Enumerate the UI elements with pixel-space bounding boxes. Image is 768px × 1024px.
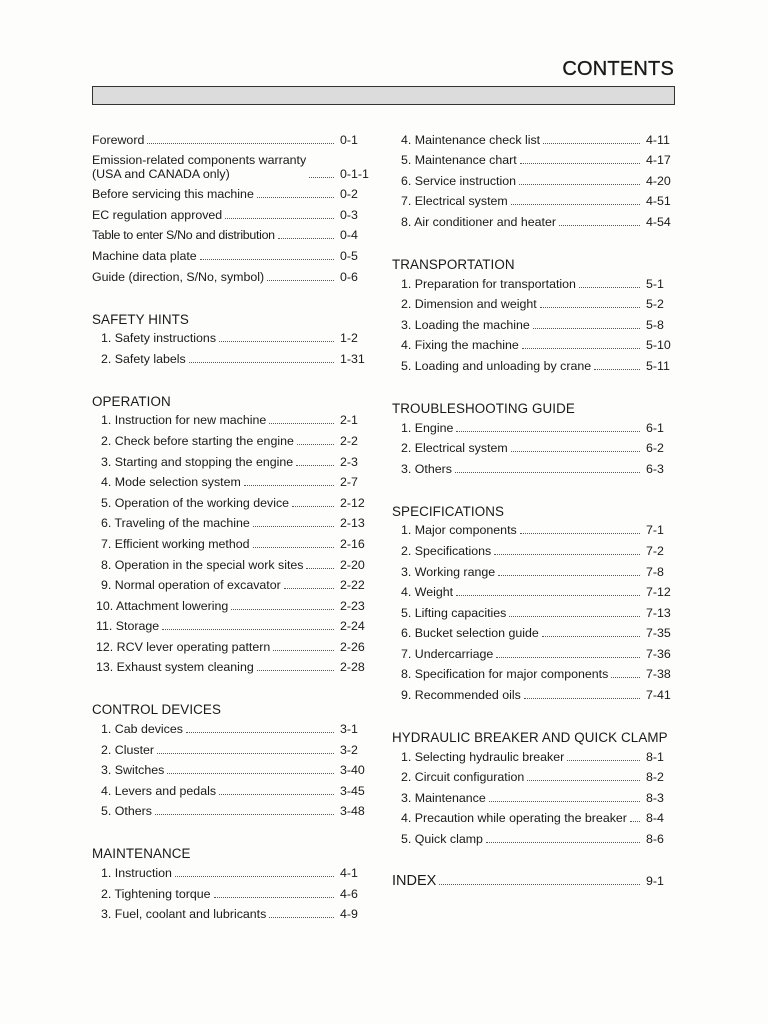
- entry-label: INDEX: [392, 872, 437, 889]
- entry-label: 1. Safety instructions: [101, 331, 217, 346]
- toc-entry[interactable]: [392, 150, 674, 171]
- toc-entry[interactable]: [92, 904, 368, 925]
- entry-label: 3. Working range: [401, 564, 496, 579]
- section-title-maintenance[interactable]: MAINTENANCE: [92, 846, 191, 862]
- toc-entry[interactable]: [392, 582, 674, 603]
- section-title-control-devices[interactable]: CONTROL DEVICES: [92, 702, 221, 718]
- entry-page: 2-20: [340, 557, 365, 572]
- toc-entry[interactable]: [392, 417, 674, 438]
- entry-label: 3. Starting and stopping the engine: [101, 454, 294, 469]
- entry-page: 4-11: [646, 132, 670, 147]
- entry-page: 4-1: [340, 866, 358, 881]
- dot-leader: [542, 635, 640, 637]
- entry-page: 2-3: [340, 454, 358, 469]
- entry-label: 2. Cluster: [101, 742, 155, 757]
- dot-leader: [189, 361, 334, 363]
- dot-leader: [594, 368, 640, 370]
- entry-page: 5-8: [646, 317, 664, 332]
- entry-page: 5-1: [646, 276, 664, 291]
- entry-page: 4-54: [646, 214, 671, 229]
- toc-entry[interactable]: [92, 266, 368, 287]
- entry-label: 2. Dimension and weight: [401, 297, 537, 312]
- dot-leader: [455, 471, 640, 473]
- entry-page: 2-23: [340, 598, 365, 613]
- toc-entry[interactable]: [392, 561, 674, 582]
- dot-leader: [231, 608, 334, 610]
- entry-page: 3-40: [340, 763, 365, 778]
- entry-page: 5-2: [646, 297, 664, 312]
- entry-page: 3-45: [340, 783, 365, 798]
- toc-entry[interactable]: [392, 623, 674, 644]
- dot-leader: [269, 916, 334, 918]
- dot-leader: [147, 142, 334, 144]
- entry-page: 4-51: [646, 194, 671, 209]
- toc-entry[interactable]: [92, 410, 368, 431]
- toc-entry[interactable]: [92, 883, 368, 904]
- toc-entry[interactable]: [92, 636, 368, 657]
- toc-entry[interactable]: [92, 595, 368, 616]
- toc-entry[interactable]: [92, 492, 368, 513]
- entry-label: 3. Loading the machine: [401, 317, 530, 332]
- entry-page: 2-2: [340, 433, 358, 448]
- dot-leader: [522, 347, 640, 349]
- toc-entry[interactable]: [392, 294, 674, 315]
- toc-entry[interactable]: [92, 862, 368, 883]
- entry-page: 7-12: [646, 585, 671, 600]
- entry-label: 1. Major components: [401, 523, 517, 538]
- section-title-troubleshooting-guide[interactable]: TROUBLESHOOTING GUIDE: [392, 400, 575, 416]
- dot-leader: [520, 162, 640, 164]
- dot-leader: [257, 196, 334, 198]
- toc-entry[interactable]: [392, 684, 674, 705]
- dot-leader: [167, 772, 334, 774]
- entry-page: 3-48: [340, 804, 365, 819]
- toc-entry[interactable]: [392, 602, 674, 623]
- entry-page: 8-1: [646, 749, 664, 764]
- entry-label: 5. Operation of the working device: [101, 495, 290, 510]
- entry-page: 2-1: [340, 413, 358, 428]
- dot-leader: [524, 697, 640, 699]
- entry-label: 5. Maintenance chart: [401, 153, 517, 168]
- entry-page: 0-6: [340, 269, 358, 284]
- section-title-hydraulic-breaker[interactable]: HYDRAULIC BREAKER AND QUICK CLAMP: [392, 730, 668, 746]
- toc-entry[interactable]: [392, 458, 674, 479]
- entry-page: 3-2: [340, 742, 358, 757]
- toc-entry[interactable]: [92, 760, 368, 781]
- toc-entry[interactable]: [92, 245, 368, 266]
- dot-leader: [253, 525, 334, 527]
- entry-page: 2-7: [340, 475, 358, 490]
- entry-page: 4-17: [646, 153, 671, 168]
- entry-page: 2-16: [340, 536, 365, 551]
- section-title-operation[interactable]: OPERATION: [92, 393, 171, 409]
- entry-label: Table to enter S/No and distribution: [92, 228, 275, 243]
- toc-entry[interactable]: [392, 540, 674, 561]
- entry-page: 7-38: [646, 667, 671, 682]
- entry-page: 7-2: [646, 543, 664, 558]
- dot-leader: [214, 896, 334, 898]
- dot-leader: [296, 464, 334, 466]
- dot-leader: [297, 443, 334, 445]
- dot-leader: [284, 587, 334, 589]
- toc-entry-index[interactable]: [392, 870, 674, 891]
- toc-entry[interactable]: [92, 204, 368, 225]
- toc-entry[interactable]: [92, 451, 368, 472]
- entry-label: EC regulation approved: [92, 207, 223, 222]
- entry-page: 6-1: [646, 420, 664, 435]
- toc-left-column: [92, 129, 368, 924]
- entry-page: 0-1: [340, 132, 358, 147]
- dot-leader: [267, 279, 334, 281]
- toc-entry[interactable]: [392, 335, 674, 356]
- dot-leader: [456, 430, 640, 432]
- toc-entry[interactable]: [392, 808, 674, 829]
- title-rule-bar: [92, 86, 675, 105]
- entry-page: 2-13: [340, 516, 365, 531]
- entry-label-line1: Emission-related components warranty: [92, 152, 307, 167]
- entry-label: 4. Levers and pedals: [101, 783, 217, 798]
- toc-entry[interactable]: [92, 430, 368, 451]
- dot-leader: [540, 306, 640, 308]
- entry-page: 7-36: [646, 646, 671, 661]
- entry-label: 12. RCV lever operating pattern: [96, 639, 271, 654]
- toc-entry[interactable]: [392, 746, 674, 767]
- dot-leader: [157, 752, 334, 754]
- entry-label: [92, 153, 306, 181]
- toc-entry[interactable]: [392, 314, 674, 335]
- entry-page: 0-3: [340, 207, 358, 222]
- entry-page: 8-3: [646, 790, 664, 805]
- entry-label: 9. Normal operation of excavator: [101, 578, 281, 593]
- dot-leader: [306, 567, 334, 569]
- dot-leader: [225, 217, 334, 219]
- entry-label: 2. Safety labels: [101, 351, 186, 366]
- dot-leader: [527, 779, 640, 781]
- toc-entry[interactable]: [92, 472, 368, 493]
- entry-page: 0-2: [340, 187, 358, 202]
- entry-label: Before servicing this machine: [92, 187, 254, 202]
- dot-leader: [519, 183, 640, 185]
- dot-leader: [494, 553, 640, 555]
- toc-entry[interactable]: [92, 328, 368, 349]
- entry-page: 0-5: [340, 248, 358, 263]
- toc-entry[interactable]: [92, 129, 368, 150]
- toc-entry[interactable]: [92, 718, 368, 739]
- dot-leader: [511, 203, 640, 205]
- entry-page: 2-12: [340, 495, 365, 510]
- entry-page: 7-35: [646, 626, 671, 641]
- entry-page: 6-3: [646, 461, 664, 476]
- toc-entry[interactable]: [392, 191, 674, 212]
- dot-leader: [200, 258, 334, 260]
- entry-label: 7. Undercarriage: [401, 646, 494, 661]
- entry-label: 4. Precaution while operating the breaker: [401, 811, 627, 826]
- dot-leader: [257, 669, 334, 671]
- entry-label: 1. Cab devices: [101, 722, 183, 737]
- entry-page: 4-20: [646, 173, 671, 188]
- entry-page: 4-9: [340, 907, 358, 922]
- toc-entry[interactable]: [92, 348, 368, 369]
- toc-entry[interactable]: [392, 170, 674, 191]
- entry-label: 1. Instruction for new machine: [101, 413, 267, 428]
- dot-leader: [579, 286, 640, 288]
- entry-page: 3-1: [340, 722, 358, 737]
- entry-page: 5-11: [646, 358, 670, 373]
- entry-label: 3. Switches: [101, 763, 165, 778]
- entry-label: 11. Storage: [96, 619, 160, 634]
- entry-label: 10. Attachment lowering: [96, 598, 229, 613]
- toc-entry[interactable]: [392, 211, 674, 232]
- entry-label: 1. Selecting hydraulic breaker: [401, 749, 565, 764]
- dot-leader: [292, 505, 334, 507]
- entry-label: 8. Air conditioner and heater: [401, 214, 556, 229]
- entry-label: 9. Recommended oils: [401, 688, 521, 703]
- entry-label: 5. Others: [101, 804, 152, 819]
- dot-leader: [309, 176, 334, 178]
- toc-entry[interactable]: [392, 787, 674, 808]
- dot-leader: [520, 532, 640, 534]
- dot-leader: [219, 793, 334, 795]
- entry-label: 2. Specifications: [401, 543, 492, 558]
- toc-entry[interactable]: [92, 616, 368, 637]
- dot-leader: [162, 628, 334, 630]
- entry-page: 8-6: [646, 832, 664, 847]
- entry-label: 3. Others: [401, 461, 452, 476]
- entry-label: 4. Fixing the machine: [401, 338, 519, 353]
- entry-label-line2: (USA and CANADA only): [92, 166, 230, 181]
- entry-label: 5. Quick clamp: [401, 832, 483, 847]
- entry-label: 2. Circuit configuration: [401, 770, 525, 785]
- toc-entry[interactable]: [392, 767, 674, 788]
- entry-page: 9-1: [646, 873, 664, 888]
- toc-entry[interactable]: [92, 575, 368, 596]
- dot-leader: [511, 450, 640, 452]
- toc-entry[interactable]: [92, 533, 368, 554]
- entry-page: 7-13: [646, 605, 671, 620]
- entry-label: Foreword: [92, 132, 145, 147]
- dot-leader: [567, 759, 640, 761]
- entry-page: 7-1: [646, 523, 664, 538]
- dot-leader: [155, 813, 334, 815]
- toc-entry[interactable]: [92, 780, 368, 801]
- dot-leader: [456, 594, 640, 596]
- entry-page: 2-24: [340, 619, 365, 634]
- entry-page: 0-1-1: [340, 166, 369, 181]
- toc-entry[interactable]: [92, 225, 368, 246]
- dot-leader: [533, 327, 640, 329]
- dot-leader: [486, 841, 640, 843]
- entry-label: 7. Efficient working method: [101, 536, 250, 551]
- entry-label: 6. Bucket selection guide: [401, 626, 539, 641]
- entry-page: 6-2: [646, 441, 664, 456]
- entry-page: 0-4: [340, 228, 358, 243]
- entry-page: 2-22: [340, 578, 365, 593]
- section-title-transportation[interactable]: TRANSPORTATION: [392, 256, 515, 272]
- entry-label: 1. Engine: [401, 420, 454, 435]
- toc-entry[interactable]: [392, 520, 674, 541]
- entry-page: 2-28: [340, 660, 365, 675]
- entry-label: 6. Traveling of the machine: [101, 516, 250, 531]
- dot-leader: [244, 484, 334, 486]
- entry-label: 6. Service instruction: [401, 173, 517, 188]
- dot-leader: [186, 731, 334, 733]
- dot-leader: [630, 820, 640, 822]
- entry-page: 1-2: [340, 331, 358, 346]
- entry-label: 3. Maintenance: [401, 790, 486, 805]
- entry-label: 1. Instruction: [101, 866, 172, 881]
- toc-entry[interactable]: [392, 438, 674, 459]
- dot-leader: [439, 883, 640, 885]
- toc-right-column: [392, 129, 674, 891]
- entry-label: Machine data plate: [92, 248, 197, 263]
- entry-page: 5-10: [646, 338, 671, 353]
- entry-page: 7-8: [646, 564, 664, 579]
- entry-label: 8. Specification for major components: [401, 667, 609, 682]
- dot-leader: [496, 656, 640, 658]
- dot-leader: [219, 340, 334, 342]
- dot-leader: [278, 237, 334, 239]
- entry-label: 8. Operation in the special work sites: [101, 557, 304, 572]
- toc-entry[interactable]: [92, 657, 368, 678]
- toc-entry[interactable]: [392, 664, 674, 685]
- dot-leader: [543, 142, 640, 144]
- toc-entry[interactable]: [392, 643, 674, 664]
- entry-label: 5. Loading and unloading by crane: [401, 358, 592, 373]
- dot-leader: [611, 676, 640, 678]
- entry-label: 4. Maintenance check list: [401, 132, 541, 147]
- entry-label: 4. Mode selection system: [101, 475, 241, 490]
- section-title-specifications[interactable]: SPECIFICATIONS: [392, 503, 505, 519]
- entry-label: 2. Electrical system: [401, 441, 508, 456]
- dot-leader: [273, 649, 334, 651]
- entry-label: 7. Electrical system: [401, 194, 508, 209]
- entry-label: Guide (direction, S/No, symbol): [92, 269, 265, 284]
- entry-page: 8-4: [646, 811, 664, 826]
- dot-leader: [175, 875, 334, 877]
- entry-label: 5. Lifting capacities: [401, 605, 507, 620]
- toc-entry[interactable]: [92, 739, 368, 760]
- page-title: CONTENTS: [562, 58, 674, 80]
- toc-entry[interactable]: [392, 129, 674, 150]
- dot-leader: [269, 422, 334, 424]
- dot-leader: [509, 615, 640, 617]
- toc-entry[interactable]: [392, 273, 674, 294]
- dot-leader: [253, 546, 334, 548]
- dot-leader: [489, 800, 640, 802]
- toc-entry[interactable]: [392, 355, 674, 376]
- toc-entry[interactable]: [92, 554, 368, 575]
- entry-page: 4-6: [340, 886, 358, 901]
- entry-label: 2. Check before starting the engine: [101, 433, 294, 448]
- entry-page: 1-31: [340, 351, 365, 366]
- entry-page: 7-41: [646, 688, 671, 703]
- entry-page: 2-26: [340, 639, 365, 654]
- entry-label: 3. Fuel, coolant and lubricants: [101, 907, 267, 922]
- section-title-safety-hints[interactable]: SAFETY HINTS: [92, 311, 189, 327]
- toc-entry[interactable]: [92, 801, 368, 822]
- toc-entry[interactable]: [392, 828, 674, 849]
- toc-entry[interactable]: [92, 150, 368, 184]
- entry-label: 13. Exhaust system cleaning: [96, 660, 254, 675]
- entry-page: 8-2: [646, 770, 664, 785]
- entry-label: 1. Preparation for transportation: [401, 276, 576, 291]
- entry-label: 4. Weight: [401, 585, 454, 600]
- toc-entry[interactable]: [92, 184, 368, 205]
- dot-leader: [498, 574, 640, 576]
- entry-label: 2. Tightening torque: [101, 886, 211, 901]
- toc-entry[interactable]: [92, 513, 368, 534]
- dot-leader: [559, 224, 640, 226]
